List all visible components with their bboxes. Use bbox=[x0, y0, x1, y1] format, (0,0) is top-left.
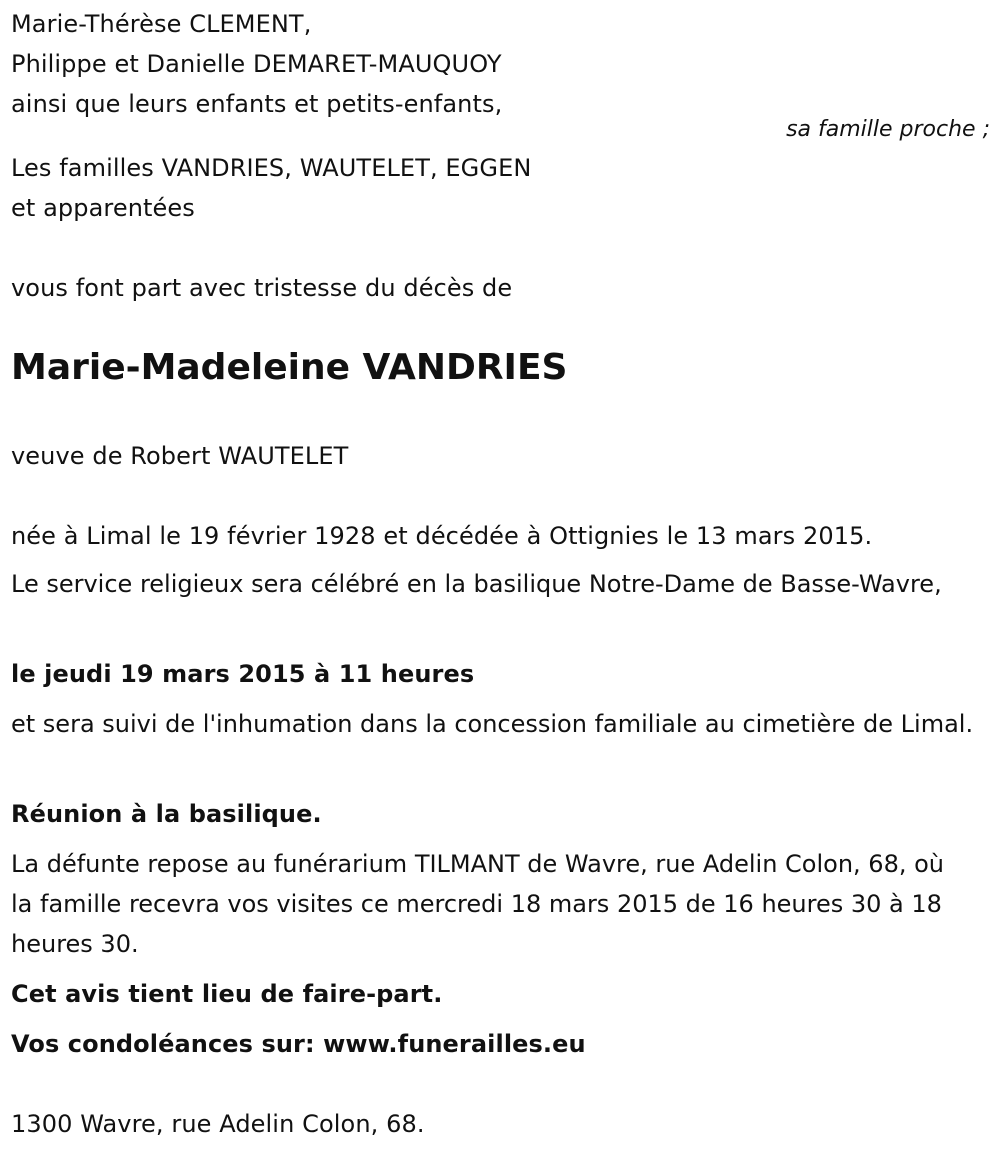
widow-of-text: veuve de Robert WAUTELET bbox=[11, 442, 349, 470]
service-intro: Le service religieux sera célébré en la basilique Notre-Dame de Basse-Wavre, bbox=[11, 570, 942, 598]
condolences-link[interactable]: Vos condoléances sur: www.funerailles.eu bbox=[11, 1030, 586, 1058]
meeting-text: Réunion à la basilique. bbox=[11, 800, 322, 828]
family-line-1: Marie-Thérèse CLEMENT, bbox=[11, 10, 312, 38]
birth-death-text: née à Limal le 19 février 1928 et décédée à Ottignies le 13 mars 2015. bbox=[11, 522, 873, 550]
family-line-2: Philippe et Danielle DEMARET-MAUQUOY bbox=[11, 50, 502, 78]
address-text: 1300 Wavre, rue Adelin Colon, 68. bbox=[11, 1110, 425, 1138]
service-datetime: le jeudi 19 mars 2015 à 11 heures bbox=[11, 660, 475, 688]
visitation-text: La défunte repose au funérarium TILMANT de Wavre, rue Adelin Colon, 68, où la famille recevra vos visites ce mercredi 18 mars 2015 de 16 heures 30 à 18 heures 30. bbox=[11, 850, 944, 958]
family-line-4: Les familles VANDRIES, WAUTELET, EGGEN bbox=[11, 154, 532, 182]
notice-text: Cet avis tient lieu de faire-part. bbox=[11, 980, 443, 1008]
announcement-text: vous font part avec tristesse du décès de bbox=[11, 274, 513, 302]
deceased-name: Marie-Madeleine VANDRIES bbox=[11, 347, 568, 388]
family-line-3: ainsi que leurs enfants et petits-enfants, bbox=[11, 90, 503, 118]
family-line-5: et apparentées bbox=[11, 194, 195, 222]
close-family-note: sa famille proche ; bbox=[786, 117, 990, 142]
burial-text: et sera suivi de l'inhumation dans la concession familiale au cimetière de Limal. bbox=[11, 710, 974, 738]
